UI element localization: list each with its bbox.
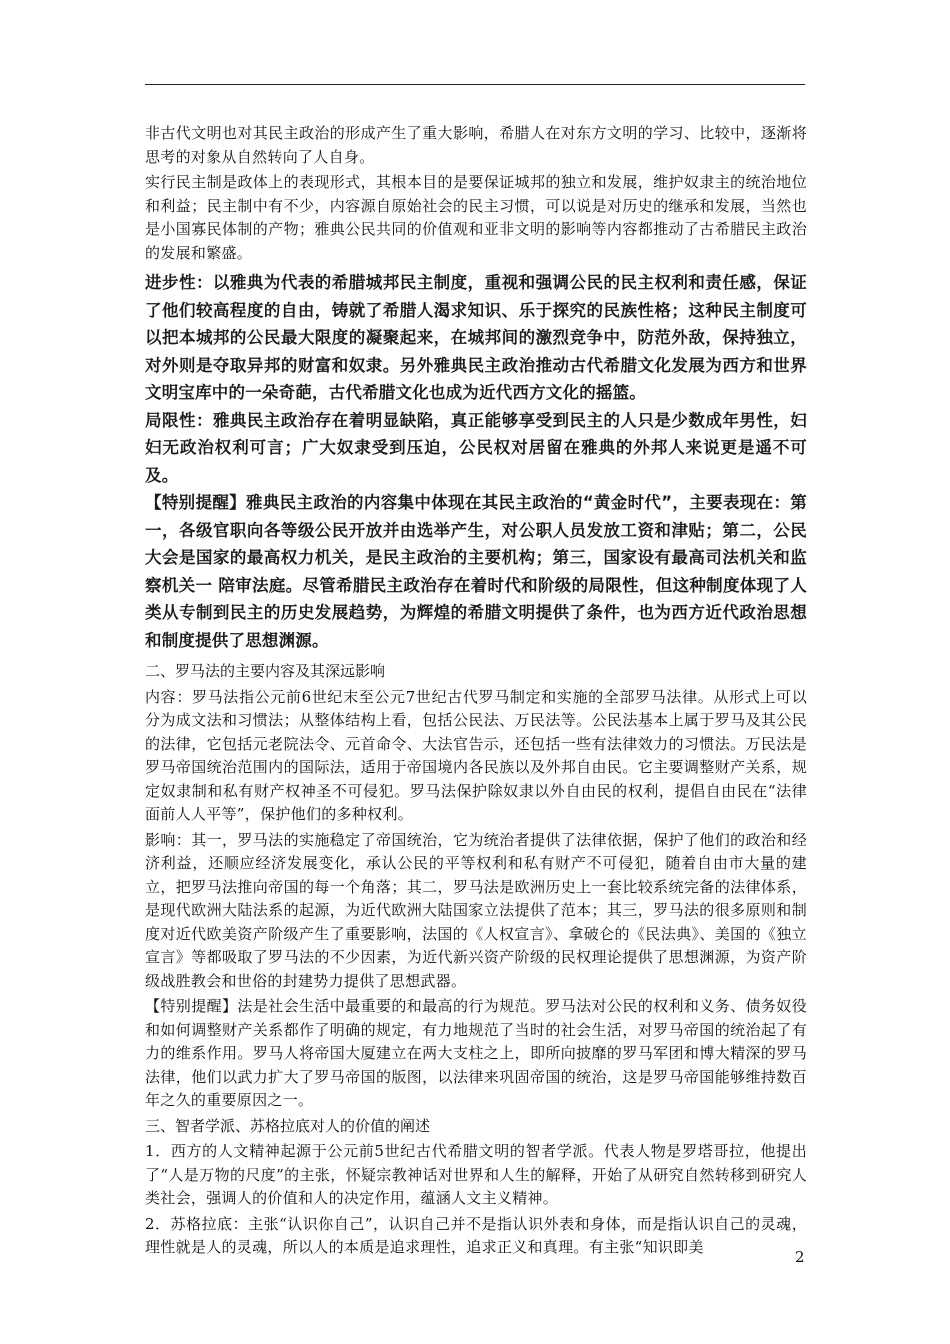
section-heading: 三、智者学派、苏格拉底对人的价值的阐述 <box>145 1116 431 1135</box>
scanned-paragraph-reminder: 【特别提醒】雅典民主政治的内容集中体现在其民主政治的“黄金时代”，主要表现在：第一，各级官职向各等级公民开放并由选举产生，对公职人员发放工资和津贴；第二，公民大会是国家的最高权力机关，是民主政治的主要机构；第三，国家设有最高司法机关和监察机关一 陪审法庭。尽管希腊民主政治存在着时代和阶级的局限性，但这种制度体现了人类从专制到民主的历史发展趋势，为辉煌的希腊文明提供了条件，也为西方近代政治思想和制度提供了思想渊源。 <box>145 493 807 650</box>
paragraph: 2．苏格拉底：主张“认识你自己”，认识自己并不是指认识外表和身体，而是指认识自己的灵魂，理性就是人的灵魂，所以人的本质是追求理性，追求正义和真理。有主张“知识即美 <box>145 1214 807 1256</box>
scanned-text-block <box>145 269 807 654</box>
paragraph: 内容：罗马法指公元前6世纪末至公元7世纪古代罗马制定和实施的全部罗马法律。从形式上可以分为成文法和习惯法；从整体结构上看，包括公民法、万民法等。公民法基本上属于罗马及其公民的法律，它包括元老院法令、元首命令、大法官告示，还包括一些有法律效力的习惯法。万民法是罗马帝国统治范围内的国际法，适用于帝国境内各民族以及外邦自由民。它主要调整财产关系，规定奴隶制和私有财产权神圣不可侵犯。罗马法保护除奴隶以外自由民的权利，提倡自由民在“法律面前人人平等”，保护他们的多种权利。 <box>145 687 807 823</box>
paragraph: 非古代文明也对其民主政治的形成产生了重大影响，希腊人在对东方文明的学习、比较中，逐渐将思考的对象从自然转向了人自身。 <box>145 124 807 166</box>
paragraph: 1．西方的人文精神起源于公元前5世纪古代希腊文明的智者学派。代表人物是罗塔哥拉，他提出了“人是万物的尺度”的主张，怀疑宗教神话对世界和人生的解释，开始了从研究自然转移到研究人类社会，强调人的价值和人的决定作用，蕴涵人文主义精神。 <box>145 1142 807 1207</box>
paragraph: 实行民主制是政体上的表现形式，其根本目的是要保证城邦的独立和发展，维护奴隶主的统治地位和利益；民主制中有不少，内容源自原始社会的民主习惯，可以说是对历史的继承和发展，当然也是小国寡民体制的产物；雅典公民共同的价值观和亚非文明的影响等内容都推动了古希腊民主政治的发展和繁盛。 <box>145 173 807 262</box>
scanned-paragraph-limitations: 局限性：雅典民主政治存在着明显缺陷，真正能够享受到民主的人只是少数成年男性，妇妇无政治权利可言；广大奴隶受到压迫，公民权对居留在雅典的外邦人来说更是遥不可及。 <box>145 410 807 485</box>
header-rule <box>145 84 805 85</box>
scanned-paragraph-progress: 进步性：以雅典为代表的希腊城邦民主制度，重视和强调公民的民主权利和责任感，保证了他们较高程度的自由，铸就了希腊人渴求知识、乐于探究的民族性格；这种民主制度可以把本城邦的公民最大限度的凝聚起来，在城邦间的激烈竞争中，防范外敌，保持独立，对外则是夺取异邦的财富和奴隶。另外雅典民主政治推动古代希腊文化发展为西方和世界文明宝库中的一朵奇葩，古代希腊文化也成为近代西方文化的摇篮。 <box>145 273 807 402</box>
paragraph: 影响：其一，罗马法的实施稳定了帝国统治，它为统治者提供了法律依据，保护了他们的政治和经济利益，还顺应经济发展变化，承认公民的平等权利和私有财产不可侵犯，随着自由市大量的建立，把罗马法推向帝国的每一个角落；其二，罗马法是欧洲历史上一套比较系统完备的法律体系，是现代欧洲大陆法系的起源，为近代欧洲大陆国家立法提供了范本；其三，罗马法的很多原则和制度对近代欧美资产阶级产生了重要影响，法国的《人权宣言》、拿破仑的《民法典》、美国的《独立宣言》等都吸取了罗马法的不少因素，为近代新兴资产阶级的民权理论提供了思想渊源，为资产阶级战胜教会和世俗的封建势力提供了思想武器。 <box>145 830 807 990</box>
document-body <box>145 122 807 1262</box>
page-number: 2 <box>795 1248 805 1266</box>
paragraph: 【特别提醒】法是社会生活中最重要的和最高的行为规范。罗马法对公民的权利和义务、债务奴役和如何调整财产关系都作了明确的规定，有力地规范了当时的社会生活，对罗马帝国的统治起了有力的维系作用。罗马人将帝国大厦建立在两大支柱之上，即所向披靡的罗马军团和博大精深的罗马法律，他们以武力扩大了罗马帝国的版图，以法律来巩固帝国的统治，这是罗马帝国能够维持数百年之久的重要原因之一。 <box>145 997 807 1109</box>
section-heading: 二、罗马法的主要内容及其深远影响 <box>145 662 386 680</box>
